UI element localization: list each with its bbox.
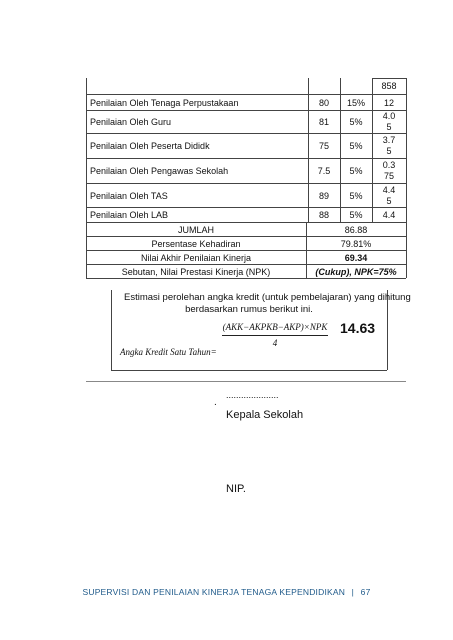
row-label: Penilaian Oleh Pengawas Sekolah	[90, 166, 229, 176]
signature-nip: NIP.	[226, 483, 246, 495]
row-result-line1: 3.7	[382, 135, 396, 145]
row-label: Penilaian Oleh Peserta Dididk	[90, 141, 210, 151]
signature-title: Kepala Sekolah	[226, 409, 304, 421]
summary-value-nilai-akhir: 69.34	[344, 253, 368, 263]
formula-lhs: Angka Kredit Satu Tahun=	[120, 347, 217, 357]
row-weight: 5%	[349, 191, 363, 201]
row-result-line2: 5	[386, 122, 392, 132]
formula-denominator: 4	[272, 338, 278, 348]
row-line	[86, 110, 406, 111]
row-result-line1: 0.3	[382, 160, 396, 170]
row-weight: 5%	[349, 210, 363, 220]
signature-dot: .	[214, 397, 217, 408]
row-weight: 5%	[349, 141, 363, 151]
row-result-line2: 75	[383, 171, 394, 181]
estimasi-result: 14.63	[340, 320, 376, 336]
row-score: 89	[318, 191, 329, 201]
row-result-line1: 4.4	[382, 185, 396, 195]
summary-label-npk: Sebutan, Nilai Prestasi Kinerja (NPK)	[121, 267, 271, 277]
section-divider	[86, 381, 406, 382]
row-label: Penilaian Oleh TAS	[90, 191, 168, 201]
row-line	[86, 250, 406, 251]
row-label: Penilaian Oleh LAB	[90, 210, 169, 220]
table-right-border	[406, 78, 407, 278]
summary-label-jumlah: JUMLAH	[177, 225, 214, 235]
row-line	[372, 78, 406, 79]
row-result: 4.4	[382, 210, 396, 220]
summary-value-kehadiran: 79.81%	[340, 239, 372, 249]
row-score: 81	[318, 117, 329, 127]
row-score: 75	[318, 141, 329, 151]
row-result-line1: 4.0	[382, 111, 396, 121]
place-date-placeholder: .....................	[226, 390, 279, 400]
row-result-line2: 5	[386, 196, 392, 206]
summary-label-kehadiran: Persentase Kehadiran	[151, 239, 241, 249]
estimasi-box-left	[111, 290, 112, 370]
row-result: 12	[383, 98, 394, 108]
row-result-line2: 5	[386, 146, 392, 156]
row-label: Penilaian Oleh Guru	[90, 117, 172, 127]
estimasi-box-bottom	[111, 370, 387, 371]
row-score: 7.5	[317, 166, 331, 176]
row-weight: 5%	[349, 117, 363, 127]
estimasi-line1: Estimasi perolehan angka kredit (untuk pembelajaran) yang dihitung	[124, 292, 411, 303]
summary-value-jumlah: 86.88	[344, 225, 368, 235]
row-line	[86, 236, 406, 237]
summary-label-nilai-akhir: Nilai Akhir Penilaian Kinerja	[140, 253, 252, 263]
row-line	[86, 207, 406, 208]
row-weight: 5%	[349, 166, 363, 176]
page-footer	[0, 587, 453, 597]
formula-numerator: (AKK−AKPKB−AKP)×NPK	[222, 322, 328, 332]
footer-title: SUPERVISI DAN PENILAIAN KINERJA TENAGA KEPENDIDIKAN	[82, 587, 346, 597]
row-score: 88	[318, 210, 329, 220]
row-line	[86, 133, 406, 134]
row-label: Penilaian Oleh Tenaga Perpustakaan	[90, 98, 239, 108]
row-line	[86, 222, 406, 223]
row-line	[86, 158, 406, 159]
estimasi-line2: berdasarkan rumus berikut ini.	[185, 304, 313, 315]
formula-fraction-bar	[222, 335, 328, 336]
top-partial-cell: 858	[381, 81, 397, 91]
row-line	[86, 264, 406, 265]
row-score: 80	[318, 98, 329, 108]
row-weight: 15%	[346, 98, 365, 108]
page-number: 67	[360, 587, 371, 597]
footer-separator: |	[351, 587, 355, 597]
row-line	[86, 183, 406, 184]
row-line	[86, 278, 406, 279]
row-line	[86, 94, 406, 95]
summary-value-npk: (Cukup), NPK=75%	[315, 267, 397, 277]
